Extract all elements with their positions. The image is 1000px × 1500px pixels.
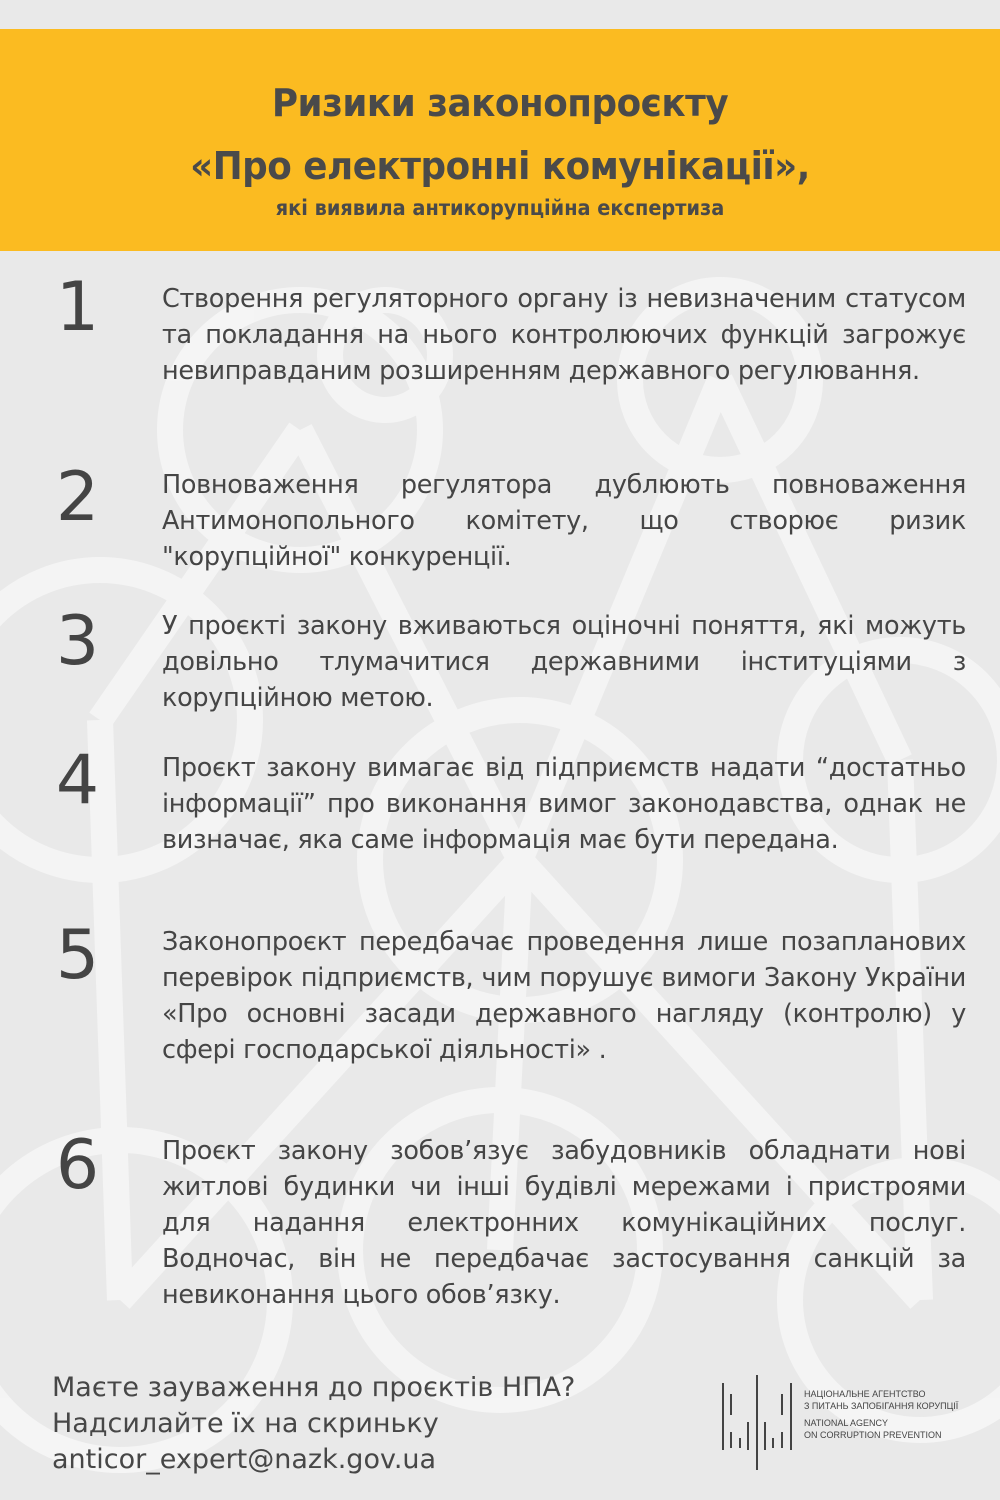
risk-text: Повноваження регулятора дублюють повноваження Антимонопольного комітету, що створює ризик "корупційної" конкуренції. [162, 470, 966, 572]
risk-text: У проєкті закону вживаються оціночні поняття, які можуть довільно тлумачитися державними інституціями з корупційною метою. [162, 611, 966, 713]
contact-instruction: Надсилайте їх на скриньку [52, 1408, 439, 1439]
risk-text: Законопроєкт передбачає проведення лише позапланових перевірок підприємств, чим порушує вимоги Закону України «Про основні засади державного нагляду (контролю) у сфері господарської діяльності» . [162, 927, 966, 1065]
logo-en-line-1: NATIONAL AGENCY [804, 1418, 889, 1428]
risk-text: Проєкт закону вимагає від підприємств надати “достатньо інформації” про виконання вимог законодавства, однак не визначає, яка саме інформація має бути передана. [162, 753, 966, 855]
risk-number: 2 [55, 458, 100, 537]
risk-number: 5 [55, 916, 100, 995]
logo-ua-line-1: НАЦІОНАЛЬНЕ АГЕНТСТВО [804, 1389, 926, 1399]
risk-number: 3 [55, 602, 100, 681]
page-title-line-2: «Про електронні комунікації», [190, 144, 810, 188]
risk-text: Проєкт закону зобов’язує забудовників обладнати нові житлові будинки чи інші будівлі мережами і пристроями для надання електронних комунікаційних послуг. Водночас, він не передбачає застосування санкцій за невиконання цього обов’язку. [162, 1136, 966, 1310]
contact-email-link[interactable]: anticor_expert@nazk.gov.ua [52, 1444, 437, 1475]
risk-number: 6 [55, 1126, 100, 1205]
page-subtitle: які виявила антикорупційна експертиза [275, 196, 725, 220]
contact-footer [52, 1370, 575, 1478]
logo-ua-line-2: З ПИТАНЬ ЗАПОБІГАННЯ КОРУПЦІЇ [804, 1401, 959, 1411]
logo-en-line-2: ON CORRUPTION PREVENTION [804, 1430, 942, 1440]
page-title-line-1: Ризики законопроєкту [271, 81, 729, 125]
nazk-logo-text [804, 1388, 958, 1441]
risk-text: Створення регуляторного органу із невизначеним статусом та покладання на нього контролюючих функцій загрожує невиправданим розширенням державного регулювання. [162, 284, 966, 386]
header-banner [0, 29, 1000, 251]
risk-number: 1 [55, 268, 100, 347]
contact-question: Маєте зауваження до проєктів НПА? [52, 1372, 576, 1403]
risk-number: 4 [55, 741, 100, 820]
